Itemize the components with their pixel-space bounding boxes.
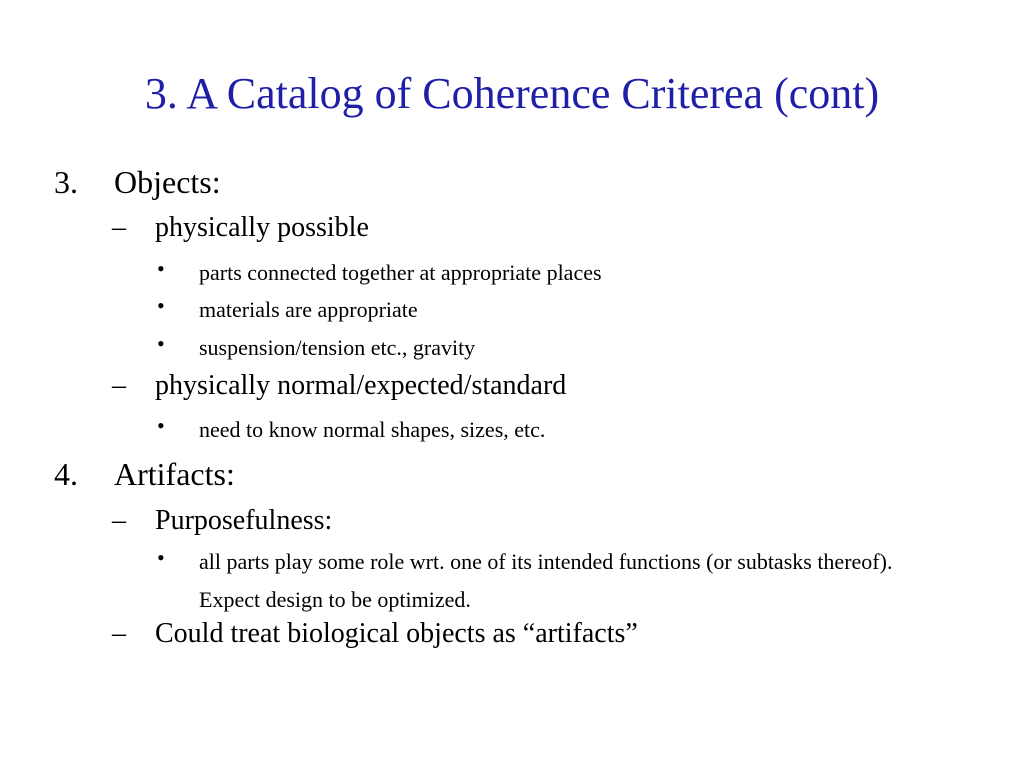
dash-bullet: –: [112, 618, 126, 649]
list-item-text: parts connected together at appropriate places: [199, 260, 602, 285]
list-item-text: physically possible: [155, 212, 369, 243]
slide-title: 3. A Catalog of Coherence Criterea (cont): [144, 69, 880, 118]
list-number: 3.: [54, 164, 78, 200]
list-item-text: Could treat biological objects as “artifacts”: [155, 618, 638, 649]
bullet-icon: •: [157, 413, 165, 438]
list-item-text: Artifacts:: [114, 456, 235, 492]
list-item-text: physically normal/expected/standard: [155, 370, 567, 401]
list-item-text: all parts play some role wrt. one of its intended functions (or subtasks thereof). Expect design to be optimized.: [199, 549, 893, 612]
list-item-text: suspension/tension etc., gravity: [199, 335, 476, 360]
list-item-text: materials are appropriate: [199, 297, 418, 322]
list-item-text: need to know normal shapes, sizes, etc.: [199, 417, 546, 442]
list-item-text: Objects:: [114, 164, 221, 200]
dash-bullet: –: [112, 212, 126, 243]
bullet-icon: •: [157, 331, 165, 356]
list-number: 4.: [54, 456, 78, 492]
bullet-icon: •: [157, 256, 165, 281]
dash-bullet: –: [112, 505, 126, 536]
bullet-icon: •: [157, 293, 165, 318]
dash-bullet: –: [112, 370, 126, 401]
list-item-text: Purposefulness:: [155, 505, 333, 536]
bullet-icon: •: [157, 545, 165, 570]
